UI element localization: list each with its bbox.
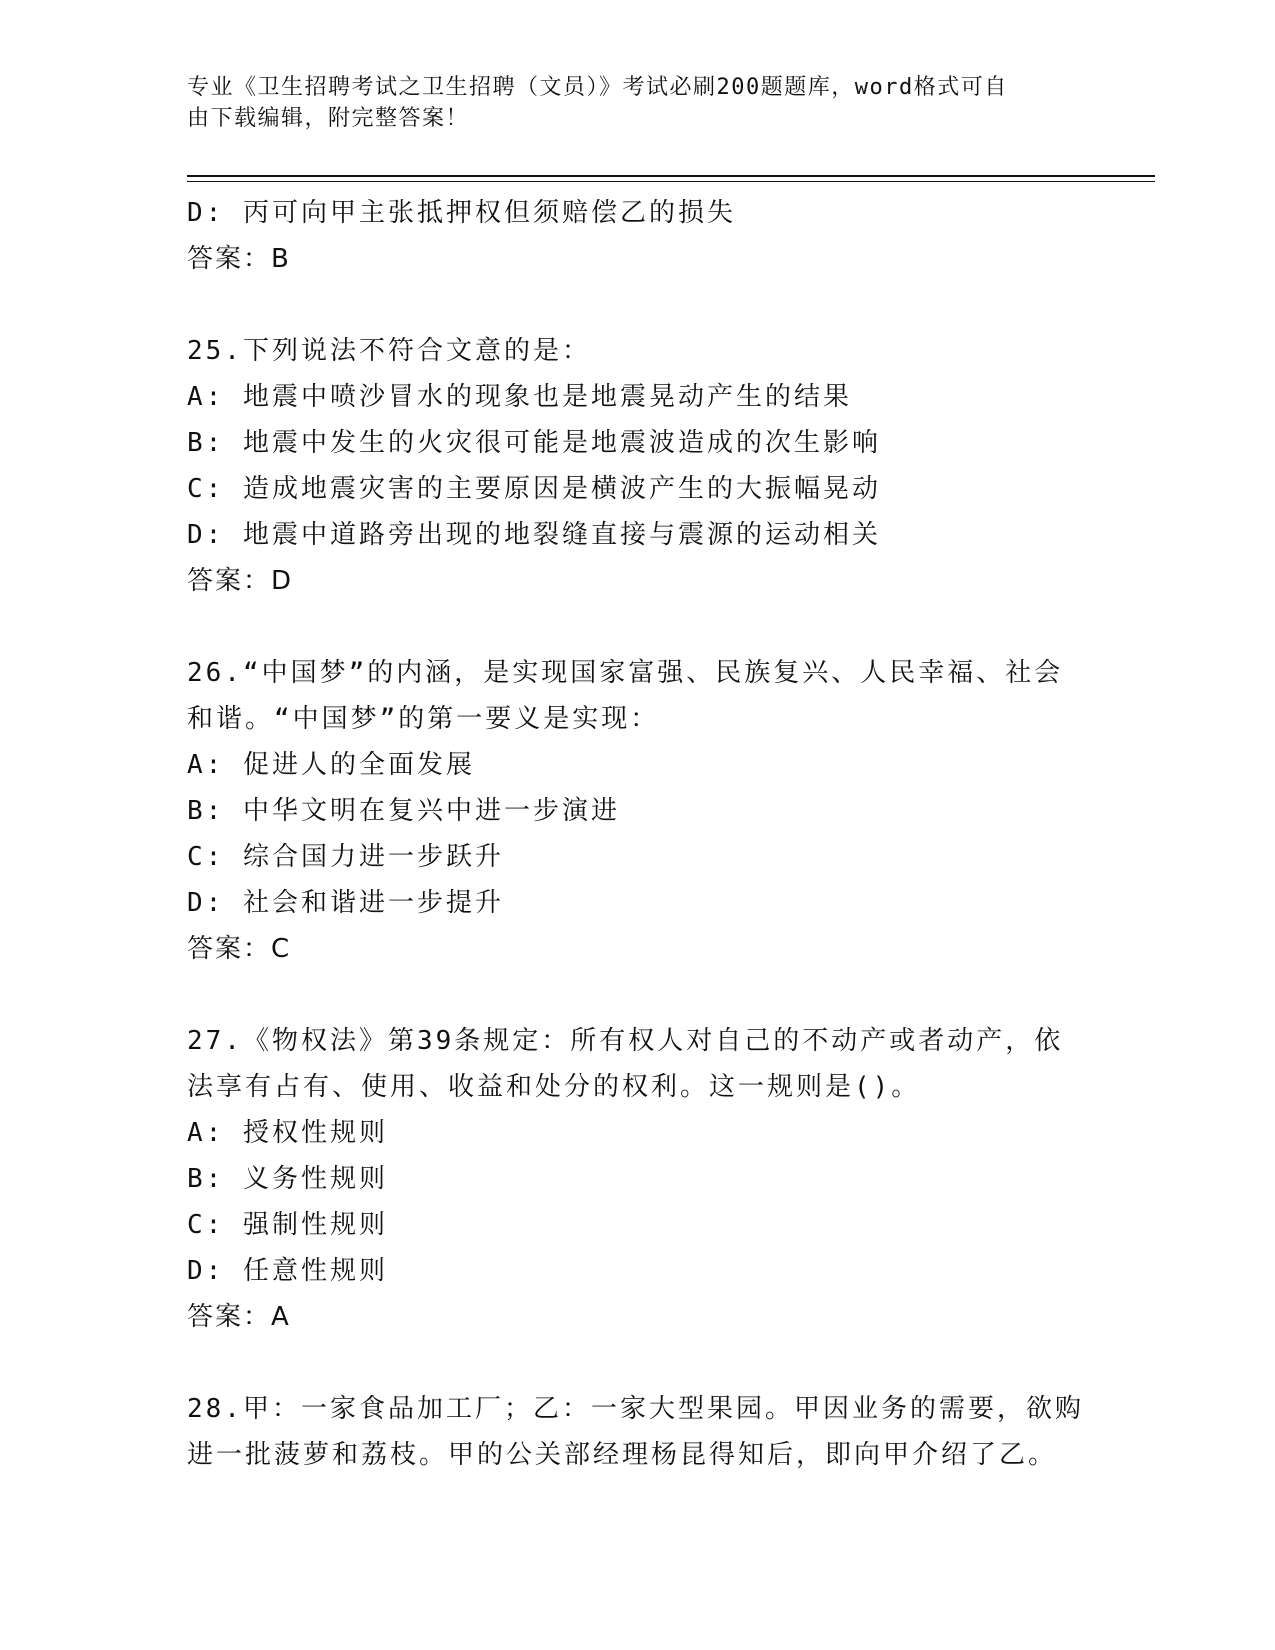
question-28 xyxy=(187,1386,1087,1478)
answer-line: 答案：C xyxy=(187,934,292,964)
question-content xyxy=(187,190,1087,1478)
question-26 xyxy=(187,650,1087,972)
spacer xyxy=(187,1340,1087,1386)
header-title-line-2: 由下载编辑，附完整答案！ xyxy=(187,106,470,131)
question-25 xyxy=(187,328,1087,604)
question-stem: 进一批菠萝和荔枝。甲的公关部经理杨昆得知后，即向甲介绍了乙。 xyxy=(187,1440,1058,1470)
header-divider-thin xyxy=(187,181,1155,182)
answer-line: 答案：A xyxy=(187,1302,291,1332)
option-b: B: 中华文明在复兴中进一步演进 xyxy=(187,796,620,826)
option-a: A: 授权性规则 xyxy=(187,1118,388,1148)
option-a: A: 地震中喷沙冒水的现象也是地震晃动产生的结果 xyxy=(187,382,852,412)
question-stem: 25.下列说法不符合文意的是： xyxy=(187,336,591,366)
option-d: D: 丙可向甲主张抵押权但须赔偿乙的损失 xyxy=(187,198,736,228)
header-divider-thick xyxy=(187,175,1155,177)
question-stem: 27.《物权法》第39条规定：所有权人对自己的不动产或者动产，依 xyxy=(187,1026,1064,1056)
document-header xyxy=(187,72,1067,134)
question-24-tail xyxy=(187,190,1087,282)
spacer xyxy=(187,282,1087,328)
question-stem: 和谐。“中国梦”的第一要义是实现： xyxy=(187,704,660,734)
option-d: D: 地震中道路旁出现的地裂缝直接与震源的运动相关 xyxy=(187,520,881,550)
option-d: D: 社会和谐进一步提升 xyxy=(187,888,504,918)
option-c: C: 强制性规则 xyxy=(187,1210,388,1240)
question-stem: 28.甲：一家食品加工厂；乙：一家大型果园。甲因业务的需要，欲购 xyxy=(187,1394,1084,1424)
answer-line: 答案：D xyxy=(187,566,294,596)
spacer xyxy=(187,972,1087,1018)
question-stem: 法享有占有、使用、收益和处分的权利。这一规则是()。 xyxy=(187,1072,921,1102)
header-title-line-1: 专业《卫生招聘考试之卫生招聘（文员）》考试必刷200题题库，word格式可自 xyxy=(187,75,1008,100)
answer-line: 答案：B xyxy=(187,244,291,274)
option-c: C: 综合国力进一步跃升 xyxy=(187,842,504,872)
question-27 xyxy=(187,1018,1087,1340)
question-stem: 26.“中国梦”的内涵，是实现国家富强、民族复兴、人民幸福、社会 xyxy=(187,658,1064,688)
option-b: B: 义务性规则 xyxy=(187,1164,388,1194)
option-d: D: 任意性规则 xyxy=(187,1256,388,1286)
option-b: B: 地震中发生的火灾很可能是地震波造成的次生影响 xyxy=(187,428,881,458)
option-c: C: 造成地震灾害的主要原因是横波产生的大振幅晃动 xyxy=(187,474,881,504)
option-a: A: 促进人的全面发展 xyxy=(187,750,475,780)
spacer xyxy=(187,604,1087,650)
